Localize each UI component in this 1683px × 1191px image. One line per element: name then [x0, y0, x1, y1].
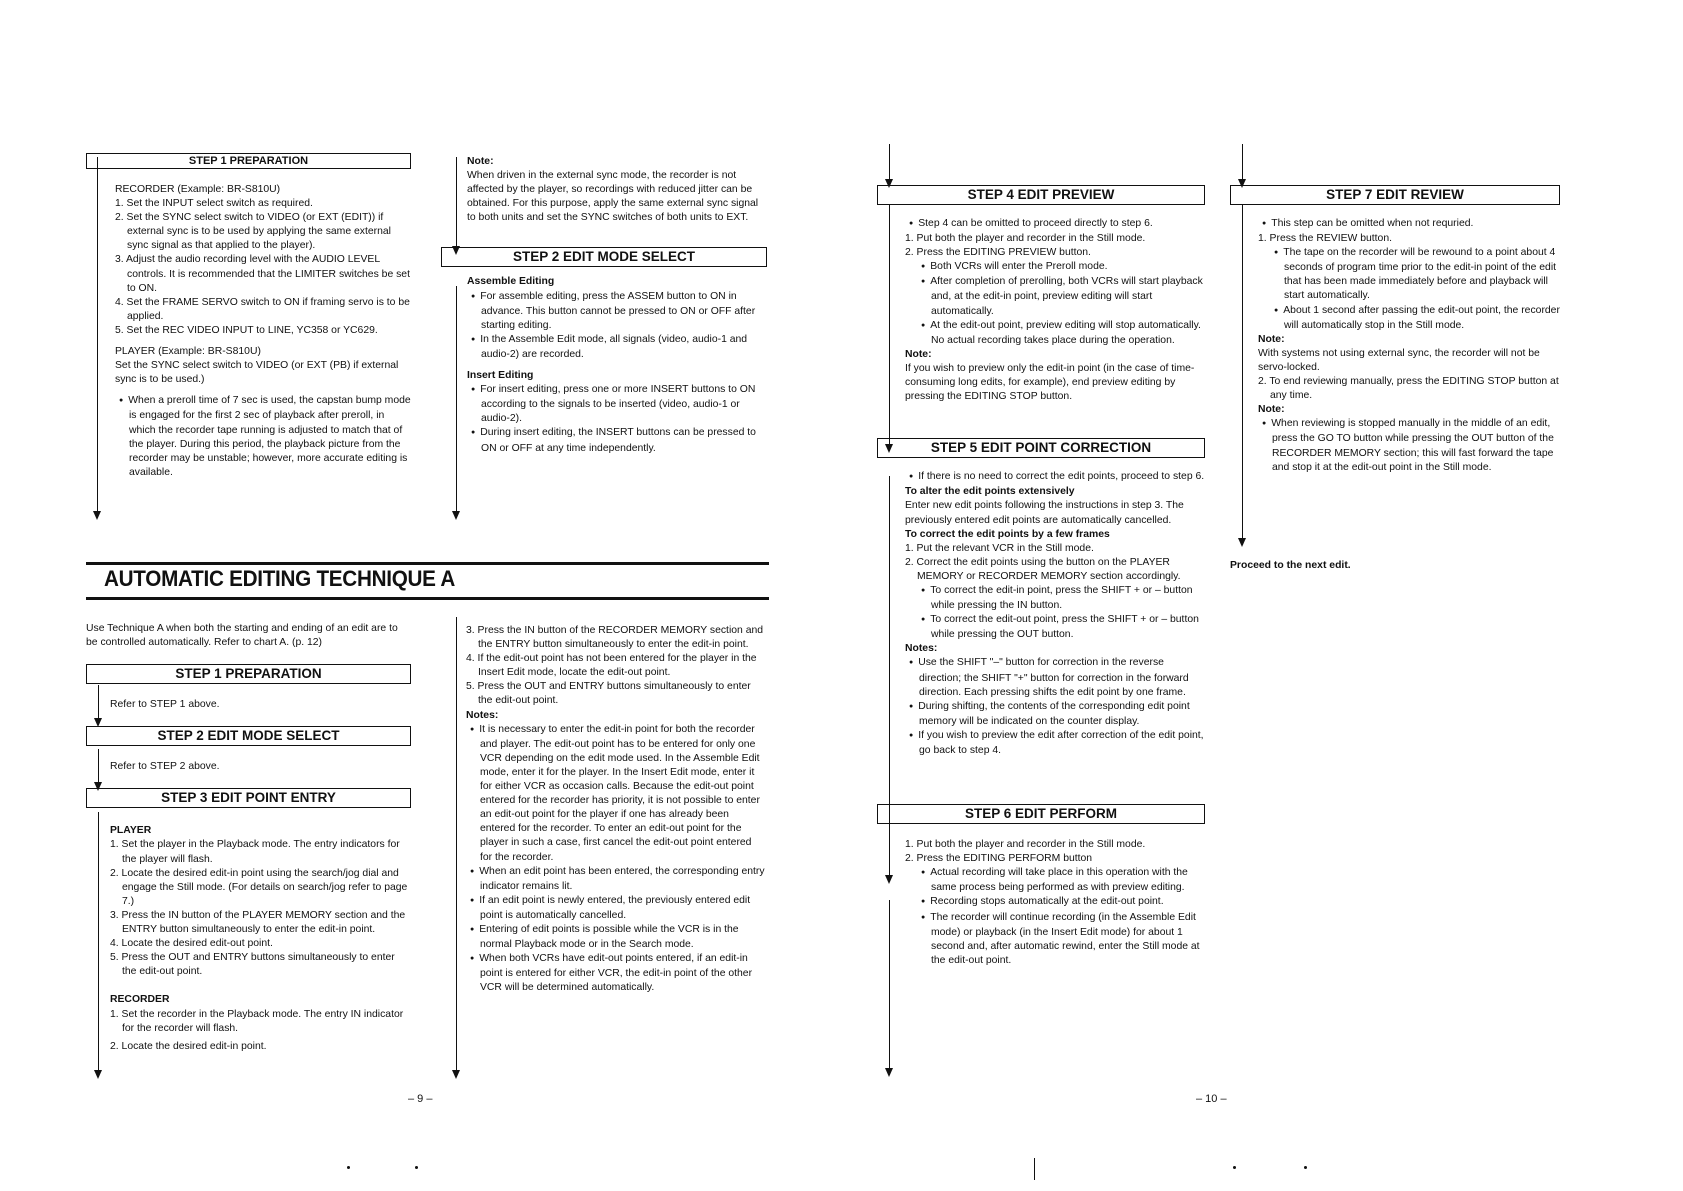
page10-column-2: [1230, 185, 1560, 475]
bottom-right-column: [466, 624, 766, 995]
insert-bullet: ● During insert editing, the INSERT buttons can be pressed to ON or OFF at any time independently.: [467, 426, 767, 455]
recorder-step: 2. Locate the desired edit-in point.: [110, 1040, 267, 1052]
step4-note-label: Note:: [905, 348, 932, 360]
step4-heading: STEP 4 EDIT PREVIEW: [877, 185, 1205, 205]
proceed-text: Proceed to the next edit.: [1230, 560, 1351, 571]
step4-bullet: ● At the edit-out point, preview editing will stop automatically. No actual recording takes place during the operation.: [905, 319, 1205, 348]
rec-step: 2. Set the SYNC select switch to VIDEO (or EXT (EDIT)) if external sync is to be used by applying the same external sync signal as that applied to the player).: [115, 212, 391, 252]
step5-note: ● During shifting, the contents of the corresponding edit point memory will be indicated on the counter display.: [905, 700, 1205, 729]
step7-bullet: ● This step can be omitted when not requried.: [1258, 217, 1560, 232]
step4-step: 1. Put both the player and recorder in the Still mode.: [905, 233, 1146, 245]
step7-sub: ● The tape on the recorder will be rewound to a point about 4 seconds of program time prior to the edit-in point of the edit that has been made immediately before and playback will start automatically.: [1258, 246, 1560, 303]
step4-bullet: ● After completion of prerolling, both VCRs will start playback and, at the edit-in point, preview editing will start automatically.: [905, 275, 1205, 318]
step1-text: Refer to STEP 1 above.: [110, 699, 220, 711]
note-bullet: ● When an edit point has been entered, the corresponding entry indicator remains lit.: [466, 865, 766, 894]
scan-speck: [1233, 1166, 1236, 1169]
step6-heading: STEP 6 EDIT PERFORM: [877, 804, 1205, 824]
intro-text: Use Technique A when both the starting and ending of an edit are to be controlled automatically. Refer to chart A. (p. 12): [86, 623, 398, 649]
step5-bullet: ● If there is no need to correct the edit points, proceed to step 6.: [905, 470, 1205, 485]
title-rule-top: [86, 562, 769, 565]
flow-arrow: [1242, 144, 1243, 186]
step5-notes-label: Notes:: [905, 643, 938, 655]
step6-step: 1. Put both the player and recorder in the Still mode.: [905, 839, 1146, 851]
correct-step: 2. Correct the edit points using the button on the PLAYER MEMORY or RECORDER MEMORY section accordingly.: [905, 556, 1181, 582]
note-bullet: ● Entering of edit points is possible while the VCR is in the normal Playback mode or in the Search mode.: [466, 923, 766, 952]
step1-heading: STEP 1 PREPARATION: [86, 664, 411, 684]
recorder-step: 1. Set the recorder in the Playback mode. The entry IN indicator for the recorder will flash.: [110, 1008, 404, 1034]
player-text: Set the SYNC select switch to VIDEO (or EXT (PB) if external sync is to be used.): [115, 360, 399, 386]
player-step: 3. Press the IN button of the PLAYER MEMORY section and the ENTRY button simultaneously to enter the edit-in point.: [110, 909, 406, 936]
correct-label: To correct the edit points by a few frames: [905, 528, 1110, 540]
step4-intro: ● Step 4 can be omitted to proceed directly to step 6.: [905, 217, 1205, 232]
preroll-bullet: ● When a preroll time of 7 sec is used, the capstan bump mode is engaged for the first 2 sec of playback after preroll, in which the recorder tape running is adjusted to match that of the player. During this period, the playback picture from the recorder may be unstable; however, more accurate editing is available.: [115, 394, 411, 480]
step7-sub: ● About 1 second after passing the edit-out point, the recorder will automatically stop in the Still mode.: [1258, 304, 1560, 333]
step2-heading-top: STEP 2 EDIT MODE SELECT: [441, 247, 767, 267]
title-rule-bottom: [86, 597, 769, 600]
step2-heading: STEP 2 EDIT MODE SELECT: [86, 726, 411, 746]
top-left-column: [86, 153, 411, 480]
note-bullet: ● When both VCRs have edit-out points entered, if an edit-in point is entered for either VCR, the edit-in point of the other VCR will be determined automatically.: [466, 952, 766, 995]
step5-note: ● Use the SHIFT "–" button for correction in the reverse direction; the SHIFT "+" button for correction in the forward direction. Each pressing shifts the edit point by one frame.: [905, 656, 1205, 699]
rec-step: 5. Set the REC VIDEO INPUT to LINE, YC358 or YC629.: [115, 324, 378, 336]
step4-bullet: ● Both VCRs will enter the Preroll mode.: [905, 260, 1205, 275]
recorder-step: 3. Press the IN button of the RECORDER MEMORY section and the ENTRY button simultaneously to enter the edit-in point.: [466, 625, 764, 651]
alter-text: Enter new edit points following the instructions in step 3. The previously entered edit points are automatically cancelled.: [905, 500, 1184, 526]
recorder-example-label: RECORDER (Example: BR-S810U): [115, 184, 281, 195]
step4-note: If you wish to preview only the edit-in point (in the case of time-consuming long edits, for example), end preview editing by pressing the EDITING STOP button.: [905, 362, 1195, 403]
step7-note2-label: Note:: [1258, 404, 1285, 416]
step7-heading: STEP 7 EDIT REVIEW: [1230, 185, 1560, 205]
rec-step: 4. Set the FRAME SERVO switch to ON if framing servo is to be applied.: [115, 296, 410, 322]
assemble-bullet: ● In the Assemble Edit mode, all signals (video, audio-1 and audio-2) are recorded.: [467, 333, 767, 362]
scan-speck: [1304, 1166, 1307, 1169]
step7-note2: ● When reviewing is stopped manually in the middle of an edit, press the GO TO button while pressing the OUT button of the RECORDER MEMORY section; this will fast forward the tape and stop it at the edit-out point in the Still mode.: [1258, 417, 1560, 474]
step6-bullet: ● Actual recording will take place in this operation with the same process being performed as with preview editing.: [905, 866, 1205, 895]
player-step: 5. Press the OUT and ENTRY buttons simultaneously to enter the edit-out point.: [110, 952, 395, 978]
scan-mark: [1034, 1158, 1035, 1180]
insert-bullet: ● For insert editing, press one or more INSERT buttons to ON according to the signals to be inserted (video, audio-1 or audio-2).: [467, 383, 767, 426]
player-step: 1. Set the player in the Playback mode. The entry indicators for the player will flash.: [110, 839, 400, 865]
step6-bullet: ● The recorder will continue recording (in the Assemble Edit mode) or playback (in the Insert Edit mode) for about 1 second and, after automatic rewind, enter the Still mode at the edit-out point.: [905, 911, 1205, 968]
player-step: 2. Locate the desired edit-in point using the search/jog dial and engage the Still mode. (For details on search/jog refer to page 7.): [110, 867, 408, 907]
recorder-step: 4. If the edit-out point has not been entered for the player in the Insert Edit mode, locate the edit-out point.: [466, 653, 757, 679]
player-step: 4. Locate the desired edit-out point.: [110, 938, 273, 950]
assemble-bullet: ● For assemble editing, press the ASSEM button to ON in advance. This button cannot be pressed to ON or OFF after starting editing.: [467, 290, 767, 333]
step5-note: ● If you wish to preview the edit after correction of the edit point, go back to step 4.: [905, 729, 1205, 758]
assemble-label: Assemble Editing: [467, 276, 555, 288]
scan-speck: [347, 1166, 350, 1169]
step5-heading: STEP 5 EDIT POINT CORRECTION: [877, 438, 1205, 458]
step4-step: 2. Press the EDITING PREVIEW button.: [905, 247, 1091, 259]
scan-speck: [415, 1166, 418, 1169]
page-number: – 9 –: [408, 1093, 433, 1105]
insert-label: Insert Editing: [467, 370, 534, 382]
recorder-step: 5. Press the OUT and ENTRY buttons simultaneously to enter the edit-out point.: [466, 681, 751, 707]
page-number: – 10 –: [1196, 1093, 1227, 1105]
player-example-label: PLAYER (Example: BR-S810U): [115, 346, 261, 358]
step6-step: 2. Press the EDITING PERFORM button: [905, 853, 1093, 865]
step7-step: 1. Press the REVIEW button.: [1258, 233, 1392, 245]
notes-label: Notes:: [466, 709, 499, 721]
flow-arrow: [456, 617, 457, 1077]
step6-bullet: ● Recording stops automatically at the edit-out point.: [905, 895, 1205, 910]
alter-label: To alter the edit points extensively: [905, 486, 1075, 498]
rec-step: 3. Adjust the audio recording level with the AUDIO LEVEL controls. It is recommended that the LIMITER switches be set to ON.: [115, 254, 410, 294]
step3-heading: STEP 3 EDIT POINT ENTRY: [86, 788, 411, 808]
flow-arrow: [889, 144, 890, 186]
step2-text: Refer to STEP 2 above.: [110, 761, 220, 773]
note-text: When driven in the external sync mode, the recorder is not affected by the player, so recordings with reduced jitter can be obtained. For this purpose, apply the same external sync signal to both units and set the SYNC switches of both units to EXT.: [467, 170, 759, 224]
note-bullet: ● If an edit point is newly entered, the previously entered edit point is automatically cancelled.: [466, 894, 766, 923]
note-label: Note:: [467, 156, 494, 167]
player-label: PLAYER: [110, 825, 152, 837]
top-right-column: [441, 155, 767, 456]
step7-step: 2. To end reviewing manually, press the EDITING STOP button at any time.: [1258, 376, 1559, 402]
section-title: AUTOMATIC EDITING TECHNIQUE A: [104, 566, 456, 591]
bottom-left-column: [86, 622, 411, 1054]
correct-bullet: ● To correct the edit-out point, press the SHIFT + or – button while pressing the OUT button.: [905, 613, 1205, 642]
recorder-label: RECORDER: [110, 994, 170, 1006]
correct-bullet: ● To correct the edit-in point, press the SHIFT + or – button while pressing the IN button.: [905, 584, 1205, 613]
page10-column-1: [877, 185, 1205, 968]
step1-prep-heading-top: STEP 1 PREPARATION: [86, 153, 411, 169]
step7-note-label: Note:: [1258, 333, 1285, 345]
step7-note: With systems not using external sync, the recorder will not be servo-locked.: [1258, 347, 1540, 373]
correct-step: 1. Put the relevant VCR in the Still mode.: [905, 542, 1094, 554]
note-bullet: ● It is necessary to enter the edit-in point for both the recorder and player. The edit-out point has to be entered for only one VCR depending on the edit mode used. In the Assemble Edit mode, enter it for the player. In the Insert Edit mode, enter it for either VCR as occasion calls. Because the edit-out point entered for the recorder has priority, it is not possible to enter an edit-out point for the player if one has already been entered for the recorder. To enter an edit-out point for the player in such a case, first cancel the edit-out point entered for the recorder.: [466, 723, 766, 865]
rec-step: 1. Set the INPUT select switch as required.: [115, 198, 313, 210]
